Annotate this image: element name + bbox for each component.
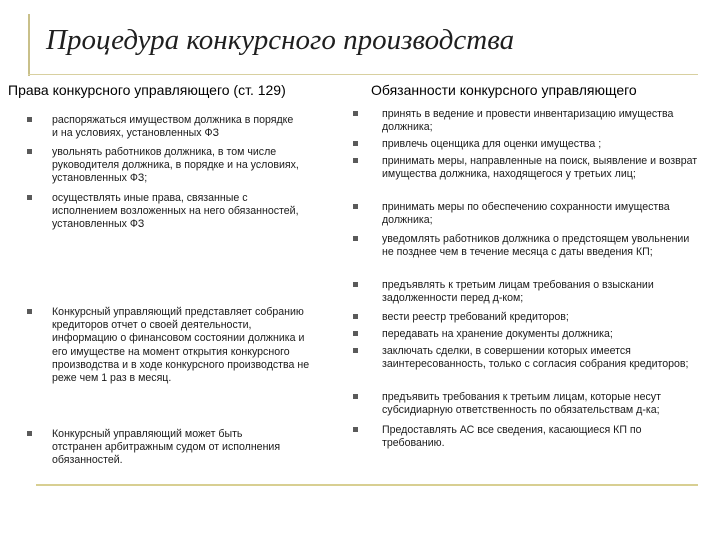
title-underline (28, 74, 698, 75)
bullet-icon (353, 141, 358, 146)
duties-item (382, 345, 700, 371)
rights-item (52, 306, 312, 385)
bottom-rule (36, 484, 698, 486)
rights-item-text: распоряжаться имуществом должника в порядке и на условиях, установленных ФЗ (52, 114, 294, 140)
bullet-icon (353, 111, 358, 116)
duties-item-text: принять в ведение и провести инвентаризацию имущества должника; (382, 108, 674, 134)
duties-heading: Обязанности конкурсного управляющего (371, 82, 637, 98)
bullet-icon (353, 427, 358, 432)
duties-item-text: предъявлять к третьим лицам требования о взыскании задолженности перед д-ком; (382, 279, 654, 305)
duties-item (382, 201, 700, 227)
bullet-icon (353, 394, 358, 399)
duties-item (382, 108, 700, 134)
slide-title: Процедура конкурсного производства (46, 24, 515, 56)
title-frame-vertical (28, 14, 30, 76)
bullet-icon (353, 348, 358, 353)
bullet-icon (27, 117, 32, 122)
rights-item (52, 192, 302, 232)
duties-item-text: уведомлять работников должника о предстоящем увольнении не позднее чем в течение месяца с даты введения КП; (382, 233, 690, 259)
bullet-icon (353, 331, 358, 336)
duties-item (382, 328, 700, 341)
duties-item (382, 138, 700, 151)
bullet-icon (353, 282, 358, 287)
rights-item-text: Конкурсный управляющий может быть отстранен арбитражным судом от исполнения обязанностей. (52, 428, 281, 467)
duties-item-text: вести реестр требований кредиторов; (382, 311, 569, 323)
bullet-icon (353, 158, 358, 163)
bullet-icon (27, 431, 32, 436)
duties-item (382, 279, 700, 305)
duties-item-text: принимать меры по обеспечению сохранности имущества должника; (382, 201, 670, 227)
duties-item-text: заключать сделки, в совершении которых имеется заинтересованность, только с согласия собрания кредиторов; (382, 345, 689, 371)
bullet-icon (27, 149, 32, 154)
bullet-icon (27, 195, 32, 200)
rights-item (52, 428, 282, 468)
rights-heading: Права конкурсного управляющего (ст. 129) (8, 82, 286, 98)
duties-item (382, 424, 700, 450)
bullet-icon (27, 309, 32, 314)
rights-item (52, 146, 302, 186)
duties-item (382, 233, 700, 259)
bullet-icon (353, 314, 358, 319)
duties-item-text: предъявить требования к третьим лицам, которые несут субсидиарную ответственность по обязательствам д-ка; (382, 391, 661, 417)
rights-item (52, 114, 302, 140)
duties-item (382, 155, 700, 181)
duties-item-text: передавать на хранение документы должника; (382, 328, 613, 340)
duties-item-text: привлечь оценщика для оценки имущества ; (382, 138, 602, 150)
duties-item-text: Предоставлять АС все сведения, касающиеся КП по требованию. (382, 424, 642, 450)
bullet-icon (353, 236, 358, 241)
rights-item-text: осуществлять иные права, связанные с исполнением возложенных на него обязанностей, установленных ФЗ (52, 192, 299, 231)
bullet-icon (353, 204, 358, 209)
duties-item (382, 391, 700, 417)
duties-item (382, 311, 700, 324)
rights-item-text: увольнять работников должника, в том числе руководителя должника, в порядке и на условиях, установленных ФЗ; (52, 146, 299, 185)
duties-item-text: принимать меры, направленные на поиск, выявление и возврат имущества должника, находящегося у третьих лиц; (382, 155, 698, 181)
rights-item-text: Конкурсный управляющий представляет собранию кредиторов отчет о своей деятельности, информацию о финансовом состоянии должника и его имуществе на момент открытия конкурсного производства и в ходе конкурсного производства не реже чем 1 раз в месяц. (52, 306, 310, 385)
